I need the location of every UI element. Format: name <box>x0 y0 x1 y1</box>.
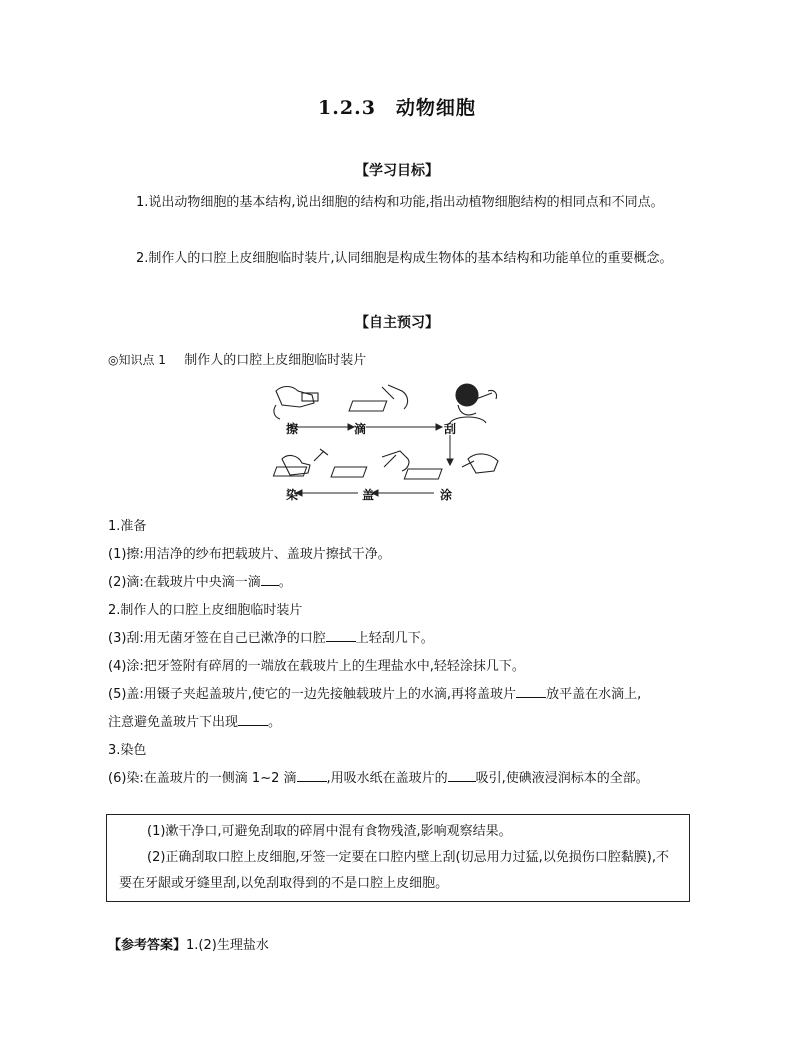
heading-prepare: 1.准备 <box>108 519 147 534</box>
section-heading-preview: 【自主预习】 <box>355 315 439 331</box>
heading-make-slide: 2.制作人的口腔上皮细胞临时装片 <box>108 603 303 618</box>
step-label-smear: 涂 <box>440 488 453 502</box>
procedure-illustration <box>262 381 522 506</box>
fill-blank-5 <box>297 768 327 782</box>
step-3-text: (3)刮:用无菌牙签在自己已漱净的口腔 <box>108 631 326 646</box>
step-6-text-2: ,用吸水纸在盖玻片的 <box>326 771 448 786</box>
fill-blank-1 <box>261 572 279 586</box>
fill-blank-2 <box>326 628 356 642</box>
knowledge-point-label: ◎知识点 1 <box>108 353 166 367</box>
step-label-cover: 盖 <box>362 488 375 502</box>
fill-blank-6 <box>448 768 476 782</box>
step-6-text: (6)染:在盖玻片的一侧滴 1~2 滴 <box>108 771 297 786</box>
step-5-text-3: 注意避免盖玻片下出现 <box>108 715 239 730</box>
knowledge-point-heading <box>108 349 366 368</box>
step-label-wipe: 擦 <box>286 422 299 436</box>
note-box <box>106 814 690 902</box>
step-label-drop: 滴 <box>354 422 367 436</box>
step-5-end: 。 <box>268 715 282 730</box>
goal-item-2: 2.制作人的口腔上皮细胞临时装片,认同细胞是构成生物体的基本结构和功能单位的重要概念。 <box>136 251 673 266</box>
step-2-text: (2)滴:在载玻片中央滴一滴 <box>108 575 261 590</box>
step-2-end: 。 <box>278 575 292 590</box>
step-label-scrape: 刮 <box>444 422 457 436</box>
step-5-text-2: 放平盖在水滴上, <box>546 687 642 702</box>
page-title: 1.2.3 动物细胞 <box>318 97 476 119</box>
step-2-drop <box>108 571 292 590</box>
step-label-stain: 染 <box>286 488 299 502</box>
fill-blank-4 <box>238 712 268 726</box>
knowledge-point-title: 制作人的口腔上皮细胞临时装片 <box>184 353 367 368</box>
note-paragraph-1: (1)漱干净口,可避免刮取的碎屑中混有食物残渣,影响观察结果。 <box>147 824 512 839</box>
section-heading-goals: 【学习目标】 <box>355 163 439 179</box>
answer-line <box>108 934 269 953</box>
step-5-continued <box>108 711 281 730</box>
step-5-cover <box>108 683 641 702</box>
answer-label: 【参考答案】 <box>108 938 187 953</box>
step-4-smear: (4)涂:把牙签附有碎屑的一端放在载玻片上的生理盐水中,轻轻涂抹几下。 <box>108 659 525 674</box>
step-5-text: (5)盖:用镊子夹起盖玻片,使它的一边先接触载玻片上的水滴,再将盖玻片 <box>108 687 517 702</box>
step-3-end: 上轻刮几下。 <box>355 631 434 646</box>
step-1-wipe: (1)擦:用洁净的纱布把载玻片、盖玻片擦拭干净。 <box>108 547 391 562</box>
procedure-diagram <box>262 381 522 506</box>
note-paragraph-2: (2)正确刮取口腔上皮细胞,牙签一定要在口腔内壁上刮(切忌用力过猛,以免损伤口腔黏膜),不要在牙龈或牙缝里刮,以免刮取得到的不是口腔上皮细胞。 <box>119 850 669 891</box>
fill-blank-3 <box>516 684 546 698</box>
goal-item-1: 1.说出动物细胞的基本结构,说出细胞的结构和功能,指出动植物细胞结构的相同点和不同点。 <box>136 195 664 210</box>
answer-text: 1.(2)生理盐水 <box>186 938 269 953</box>
step-6-end: 吸引,使碘液浸润标本的全部。 <box>475 771 649 786</box>
heading-stain: 3.染色 <box>108 743 147 758</box>
step-6-stain <box>108 767 649 786</box>
step-3-scrape <box>108 627 434 646</box>
